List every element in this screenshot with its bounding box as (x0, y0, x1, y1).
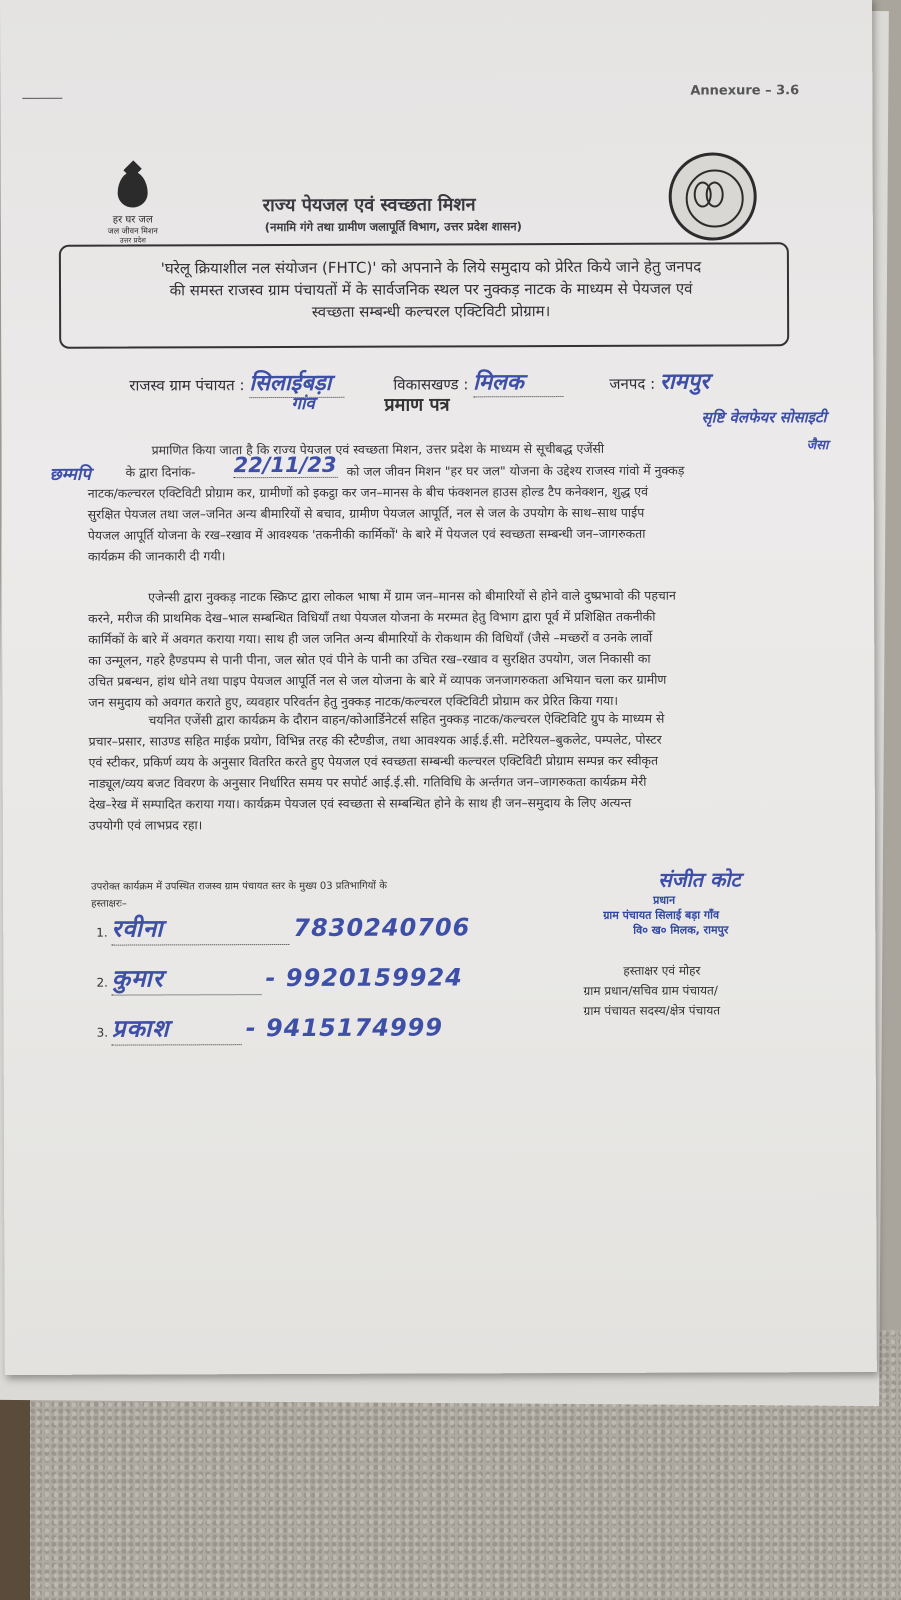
entry-name: कुमार (112, 961, 262, 996)
signature-entry-3 (97, 1010, 444, 1045)
signature-entry-1 (96, 910, 470, 945)
logo-line1: हर घर जल (112, 214, 153, 226)
block-label: विकासखण्ड : (393, 375, 469, 394)
sign-seal-label: हस्ताक्षर एवं मोहर (623, 963, 701, 978)
para1-line4: सुरक्षित पेयजल तथा जल–जनित अन्य बीमारियों से बचाव, ग्रामीण पेयजल आपूर्ति, नल से जल के उपयोग के साथ–साथ पाईप (87, 504, 645, 522)
date-handwritten: 22/11/23 (233, 452, 337, 478)
certificate-title: प्रमाण पत्र (384, 394, 450, 416)
para3-line: एवं स्टीकर, प्रकिर्ण व्यय के अनुसार वितरित करते हुए पेयजल एवं स्वच्छता सम्बन्धी कल्चरल एक्टिविटी प्रोग्राम सम्पन्न कर स्वीकृत (88, 752, 659, 770)
para3-line: उपयोगी एवं लाभप्रद रहा। (88, 817, 203, 833)
org-subtitle: (नमामि गंगे तथा ग्रामीण जलापूर्ति विभाग, उत्तर प्रदेश शासन) (264, 219, 522, 235)
pradhan-signature-block (583, 960, 720, 1020)
entry-number: 3. (96, 1025, 109, 1040)
entry-number: 2. (96, 975, 108, 990)
signature-caption (91, 878, 387, 913)
para3-line: प्रचार–प्रसार, साउण्ड सहित माईक प्रयोग, विभिन्न तरह की स्टैण्डीज, तथा आवश्यक आई.ई.सी. मटेरियल–बुकलेट, पम्पलेट, पोस्टर (88, 731, 662, 749)
entry-phone: - 9415174999 (245, 1013, 444, 1043)
sign-role-line1: ग्राम प्रधान/सचिव ग्राम पंचायत/ (583, 983, 718, 998)
para3 (88, 707, 794, 835)
pradhan-signature: संजीत कोट (658, 867, 741, 892)
signature-caption-line1: उपरोक्त कार्यक्रम में उपस्थित राजस्व ग्राम पंचायत स्तर के मुख्य 03 प्रतिभागियों के (91, 880, 387, 893)
program-box-text (81, 255, 781, 323)
para2-line: करने, मरीज की प्राथमिक देख–भाल सम्बन्धित विधियाँ तथा पेयजल योजना के मरम्मत हेतु विभाग द्वारा पूर्व में प्रशिक्षित तकनीकी (88, 608, 656, 626)
para2-line: कार्मिकों के बारे में अवगत कराया गया। साथ ही जल जनित अन्य बीमारियों के रोकथाम की विधियाँ (जैसे –मच्छरों व उनके लार्वो (88, 629, 653, 647)
para1-line3: नाटक/कल्चरल एक्टिविटी प्रोग्राम कर, ग्रामीणों को इकट्ठा कर जन–मानस के बीच फंक्शनल हाउस होल्ड टैप कनेक्शन, शुद्ध एवं (87, 483, 648, 501)
program-line2: की समस्त राजस्व ग्राम पंचायतों में के सार्वजनिक स्थल पर नुक्कड़ नाटक के माध्यम से पेयजल एवं (169, 279, 693, 300)
agency-name-handwritten-2: जैसा (806, 438, 829, 454)
har-ghar-jal-logo (93, 171, 173, 245)
para2-line: उचित प्रबन्धन, हांथ धोने तथा पाइप पेयजल आपूर्ति नल से जल योजना के बारे में व्यापक जनजागरुकता अभियान चला कर ग्रामीण (88, 671, 667, 689)
para3-line: देख–रेख में सम्पादित कराया गया। कार्यक्रम पेयजल एवं स्वच्छता से सम्बन्धित होने के साथ ही जन–समुदाय के लिए अत्यन्त (88, 794, 632, 812)
water-drop-icon (118, 171, 148, 207)
para1-line2a: के द्वारा दिनांक- (125, 464, 196, 480)
block-value: मिलक (473, 366, 563, 397)
up-government-seal (669, 152, 757, 240)
entry-number: 1. (96, 925, 108, 940)
program-line3: स्वच्छता सम्बन्धी कल्चरल एक्टिविटी प्रोग्राम। (311, 302, 551, 321)
stamp-line2: ग्राम पंचायत सिलाई बड़ा गाँव (603, 908, 720, 922)
para1-line5: पेयजल आपूर्ति योजना के रख–रखाव में आवश्यक 'तकनीकी कार्मिकों' के बारे में पेयजल एवं स्वच्छता सम्बन्धी जन–जागरुकता (87, 525, 646, 543)
program-line1: 'घरेलू क्रियाशील नल संयोजन (FHTC)' को अपनाने के लिये समुदाय को प्रेरित किये जाने हेतु जनपद (160, 257, 702, 278)
entry-phone: - 9920159924 (265, 963, 463, 993)
para1-line2b: को जल जीवन मिशन "हर घर जल" योजना के उद्देश्य राजस्व गांवो में नुक्कड़ (346, 462, 685, 479)
pen-mark (22, 98, 62, 99)
stamp-line1: प्रधान (653, 893, 676, 907)
logo-line3: उत्तर प्रदेश (119, 236, 146, 245)
para2-line: एजेन्सी द्वारा नुक्कड़ नाटक स्क्रिप्ट द्वारा लोकल भाषा में ग्राम जन–मानस को बीमारियों से होने वाले दुष्प्रभावो की पहचान (148, 587, 676, 605)
agency-name-handwritten: सृष्टि वेलफेयर सोसाइटी (701, 408, 827, 427)
panchayat-label: राजस्व ग्राम पंचायत : (129, 376, 245, 395)
fish-icon (706, 181, 724, 207)
entry-name: रवीना (111, 911, 289, 946)
stamp-line3: वि० ख० मिलक, रामपुर (633, 923, 729, 937)
para3-line: चयनित एजेंसी द्वारा कार्यक्रम के दौरान वाहन/कोआर्डिनेटर्स सहित नुक्कड़ नाटक/कल्चरल ऐक्टिविटि ग्रुप के माध्यम से (148, 710, 665, 728)
entry-phone: 7830240706 (293, 913, 471, 942)
entry-name: प्रकाश (112, 1011, 242, 1045)
district-label: जनपद : (609, 374, 656, 393)
pradhan-stamp (603, 892, 729, 937)
district-field (609, 366, 709, 396)
para2-line: का उन्मूलन, गहरे हैण्डपम्प से पानी पीना, जल स्रोत एवं पीने के पानी का उचित रख–रखाव व सुरक्षित उपयोग, जल निकासी का (88, 650, 651, 668)
sign-role-line2: ग्राम पंचायत सदस्य/क्षेत्र पंचायत (583, 1003, 721, 1018)
signature-caption-line2: हस्ताक्षरः– (91, 898, 127, 910)
logo-line2: जल जीवन मिशन (107, 226, 158, 236)
para2 (88, 584, 794, 712)
org-title: राज्य पेयजल एवं स्वच्छता मिशन (262, 194, 476, 217)
annexure-label: Annexure – 3.6 (690, 83, 800, 99)
panchayat-value-village: गांव (291, 393, 315, 414)
signature-entry-2 (96, 960, 463, 995)
district-value: रामपुर (659, 369, 710, 395)
place-handwritten: छम्मपि (49, 464, 91, 485)
para3-line: नाड्यूल/व्यय बजट विवरण के अनुसार निर्धारित समय पर सपोर्ट आई.ई.सी. गतिविधि के अर्न्तगत जन–जागरुकता कार्यक्रम मेरी (88, 773, 647, 791)
para2-line: जन समुदाय को अवगत कराते हुए, व्यवहार परिवर्तन हेतु नुक्कड़ नाटक/कल्चरल एक्टिविटी प्रोग्राम कर प्रेरित किया गया। (88, 692, 619, 710)
panchayat-value: सिलाईबड़ा (249, 367, 344, 398)
para1-line6: कार्यक्रम की जानकारी दी गयी। (87, 548, 226, 564)
para1-line1: प्रमाणित किया जाता है कि राज्य पेयजल एवं स्वच्छता मिशन, उत्तर प्रदेश के माध्यम से सूचीबद्ध एजेंसी (151, 440, 605, 458)
